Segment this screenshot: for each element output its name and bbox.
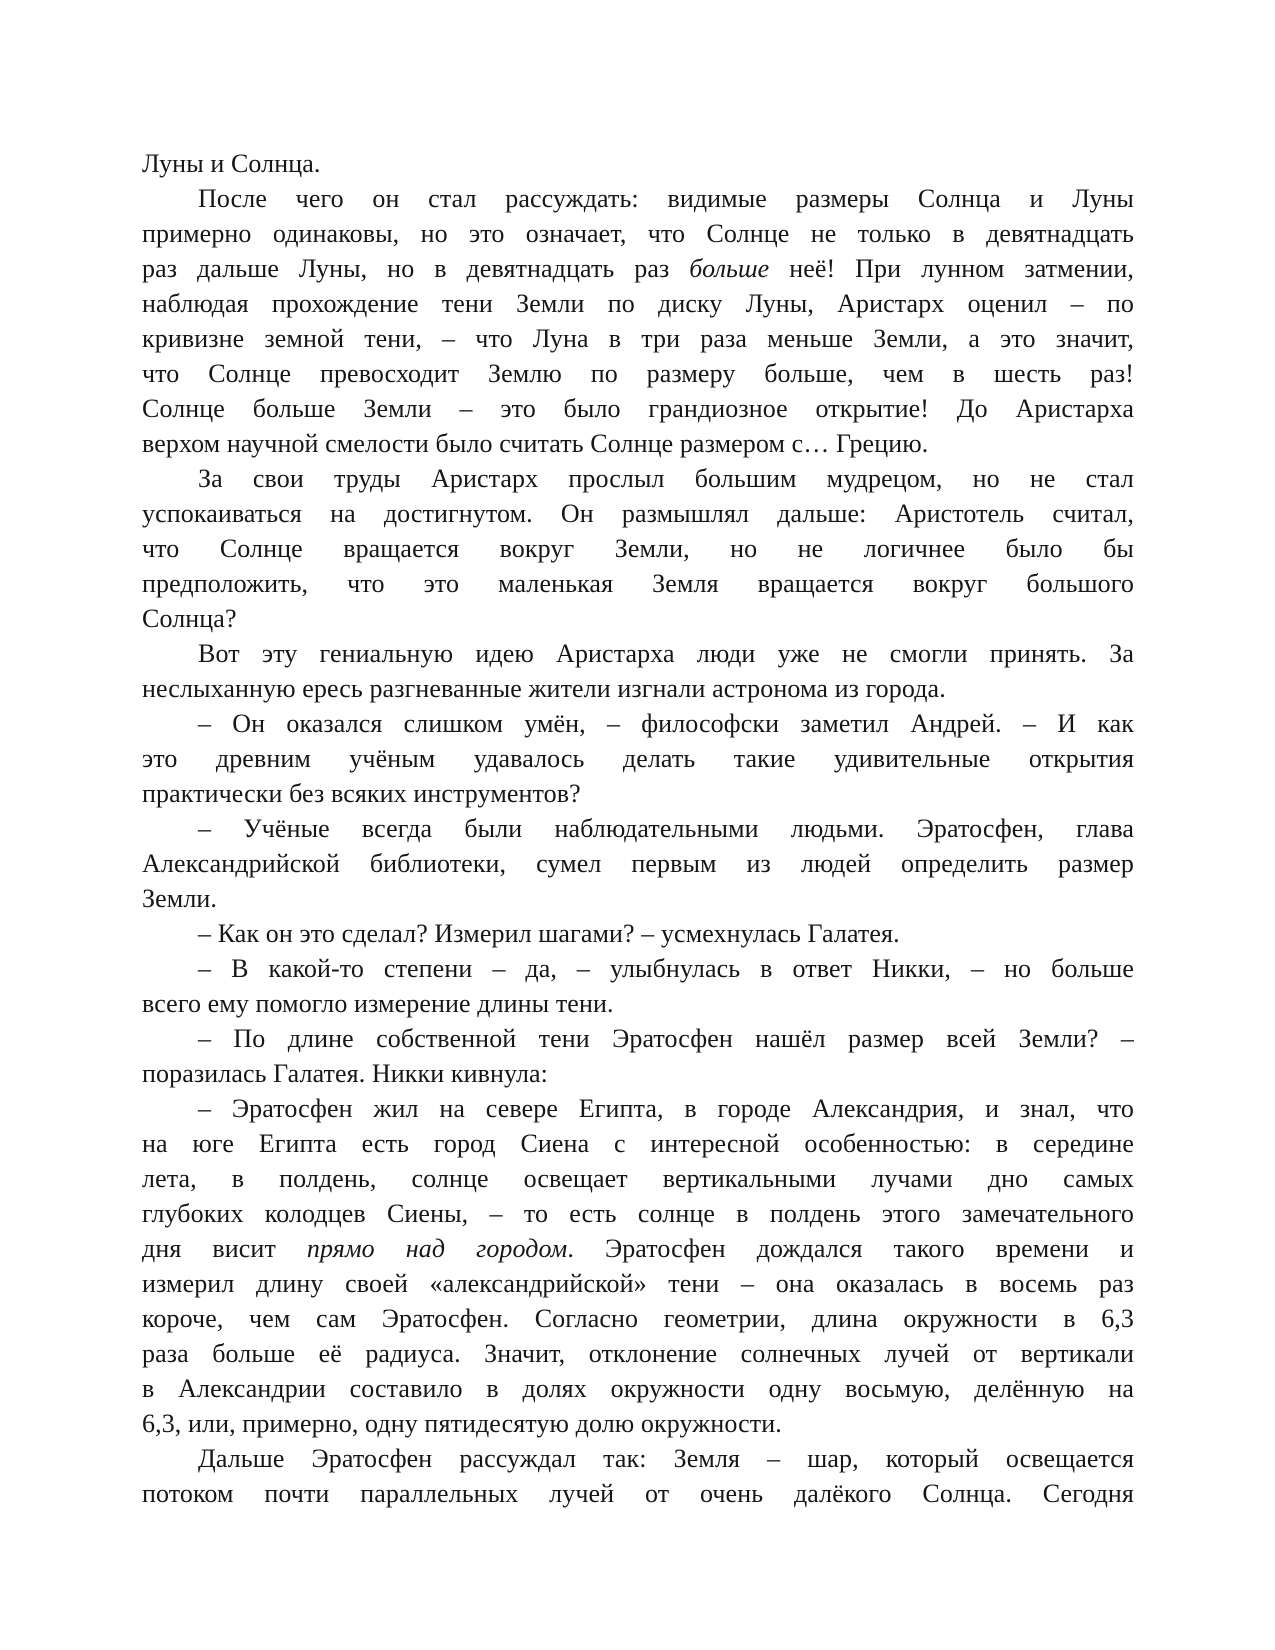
text-segment: что Солнце превосходит Землю по размеру больше, чем в шесть раз!	[142, 359, 1134, 388]
text-segment: 6,3, или, примерно, одну пятидесятую долю окружности.	[142, 1409, 782, 1438]
text-segment: раз дальше Луны, но в девятнадцать раз	[142, 254, 690, 283]
text-line	[142, 986, 1134, 1021]
text-line	[142, 1371, 1134, 1406]
text-segment: неё! При лунном затмении,	[769, 254, 1134, 283]
text-line	[142, 636, 1134, 671]
text-segment: раза больше её радиуса. Значит, отклонение солнечных лучей от вертикали	[142, 1339, 1134, 1368]
text-segment: дня висит	[142, 1234, 307, 1263]
italic-text: прямо над городом	[306, 1234, 568, 1263]
text-segment: глубоких колодцев Сиены, – то есть солнце в полдень этого замечательного	[142, 1199, 1134, 1228]
text-line	[142, 251, 1134, 286]
page-text	[142, 146, 1134, 1511]
text-segment: измерил длину своей «александрийской» тени – она оказалась в восемь раз	[142, 1269, 1134, 1298]
text-segment: После чего он стал рассуждать: видимые размеры Солнца и Луны	[198, 184, 1134, 213]
text-line	[142, 1056, 1134, 1091]
text-line	[142, 1336, 1134, 1371]
text-line	[142, 496, 1134, 531]
text-line	[142, 531, 1134, 566]
text-segment: Земли.	[142, 884, 218, 913]
text-segment: – Он оказался слишком умён, – философски заметил Андрей. – И как	[198, 709, 1134, 738]
text-line	[142, 1161, 1134, 1196]
text-line	[142, 1406, 1134, 1441]
text-line	[142, 1196, 1134, 1231]
text-line	[142, 321, 1134, 356]
text-line	[142, 881, 1134, 916]
paragraph	[142, 1021, 1134, 1091]
paragraph	[142, 916, 1134, 951]
text-segment: всего ему помогло измерение длины тени.	[142, 989, 614, 1018]
text-line	[142, 951, 1134, 986]
text-segment: – Как он это сделал? Измерил шагами? – усмехнулась Галатея.	[198, 919, 900, 948]
text-segment: верхом научной смелости было считать Солнце размером с… Грецию.	[142, 429, 929, 458]
text-segment: За свои труды Аристарх прослыл большим мудрецом, но не стал	[198, 464, 1134, 493]
text-segment: неслыханную ересь разгневанные жители изгнали астронома из города.	[142, 674, 946, 703]
text-line	[142, 146, 1134, 181]
text-line	[142, 216, 1134, 251]
text-segment: что Солнце вращается вокруг Земли, но не логичнее было бы	[142, 534, 1134, 563]
text-line	[142, 846, 1134, 881]
paragraph	[142, 951, 1134, 1021]
text-segment: Александрийской библиотеки, сумел первым из людей определить размер	[142, 849, 1134, 878]
text-segment: примерно одинаковы, но это означает, что Солнце не только в девятнадцать	[142, 219, 1134, 248]
text-line	[142, 426, 1134, 461]
paragraph	[142, 1441, 1134, 1511]
text-segment: Луны и Солнца.	[142, 149, 321, 178]
text-segment: практически без всяких инструментов?	[142, 779, 581, 808]
text-line	[142, 391, 1134, 426]
text-line	[142, 776, 1134, 811]
text-segment: потоком почти параллельных лучей от очень далёкого Солнца. Сегодня	[142, 1479, 1134, 1508]
text-segment: Вот эту гениальную идею Аристарха люди уже не смогли принять. За	[198, 639, 1134, 668]
text-segment: . Эратосфен дождался такого времени и	[567, 1234, 1134, 1263]
text-line	[142, 741, 1134, 776]
paragraph	[142, 1091, 1134, 1441]
text-line	[142, 1021, 1134, 1056]
paragraph	[142, 706, 1134, 811]
text-segment: лета, в полдень, солнце освещает вертикальными лучами дно самых	[142, 1164, 1134, 1193]
text-line	[142, 671, 1134, 706]
paragraph	[142, 636, 1134, 706]
text-segment: Солнца?	[142, 604, 237, 633]
text-segment: – В какой-то степени – да, – улыбнулась в ответ Никки, – но больше	[198, 954, 1134, 983]
paragraph	[142, 461, 1134, 636]
text-segment: – По длине собственной тени Эратосфен нашёл размер всей Земли? –	[198, 1024, 1134, 1053]
text-segment: успокаиваться на достигнутом. Он размышлял дальше: Аристотель считал,	[142, 499, 1134, 528]
text-segment: Солнце больше Земли – это было грандиозное открытие! До Аристарха	[142, 394, 1134, 423]
text-segment: на юге Египта есть город Сиена с интересной особенностью: в середине	[142, 1129, 1134, 1158]
text-line	[142, 1266, 1134, 1301]
text-line	[142, 566, 1134, 601]
text-line	[142, 286, 1134, 321]
italic-text: больше	[689, 254, 770, 283]
paragraph	[142, 146, 1134, 181]
text-line	[142, 1476, 1134, 1511]
paragraph	[142, 181, 1134, 461]
text-line	[142, 1091, 1134, 1126]
text-segment: это древним учёным удавалось делать такие удивительные открытия	[142, 744, 1134, 773]
text-line	[142, 916, 1134, 951]
text-line	[142, 601, 1134, 636]
text-segment: короче, чем сам Эратосфен. Согласно геометрии, длина окружности в 6,3	[142, 1304, 1134, 1333]
text-line	[142, 1301, 1134, 1336]
text-line	[142, 356, 1134, 391]
text-line	[142, 181, 1134, 216]
text-line	[142, 1126, 1134, 1161]
text-segment: кривизне земной тени, – что Луна в три раза меньше Земли, а это значит,	[142, 324, 1134, 353]
text-segment: предположить, что это маленькая Земля вращается вокруг большого	[142, 569, 1134, 598]
text-segment: наблюдая прохождение тени Земли по диску Луны, Аристарх оценил – по	[142, 289, 1134, 318]
text-line	[142, 1231, 1134, 1266]
text-line	[142, 1441, 1134, 1476]
text-line	[142, 706, 1134, 741]
text-line	[142, 811, 1134, 846]
paragraph	[142, 811, 1134, 916]
text-line	[142, 461, 1134, 496]
text-segment: – Учёные всегда были наблюдательными людьми. Эратосфен, глава	[198, 814, 1134, 843]
text-segment: – Эратосфен жил на севере Египта, в городе Александрия, и знал, что	[198, 1094, 1134, 1123]
text-segment: в Александрии составило в долях окружности одну восьмую, делённую на	[142, 1374, 1134, 1403]
text-segment: поразилась Галатея. Никки кивнула:	[142, 1059, 549, 1088]
text-segment: Дальше Эратосфен рассуждал так: Земля – шар, который освещается	[198, 1444, 1134, 1473]
